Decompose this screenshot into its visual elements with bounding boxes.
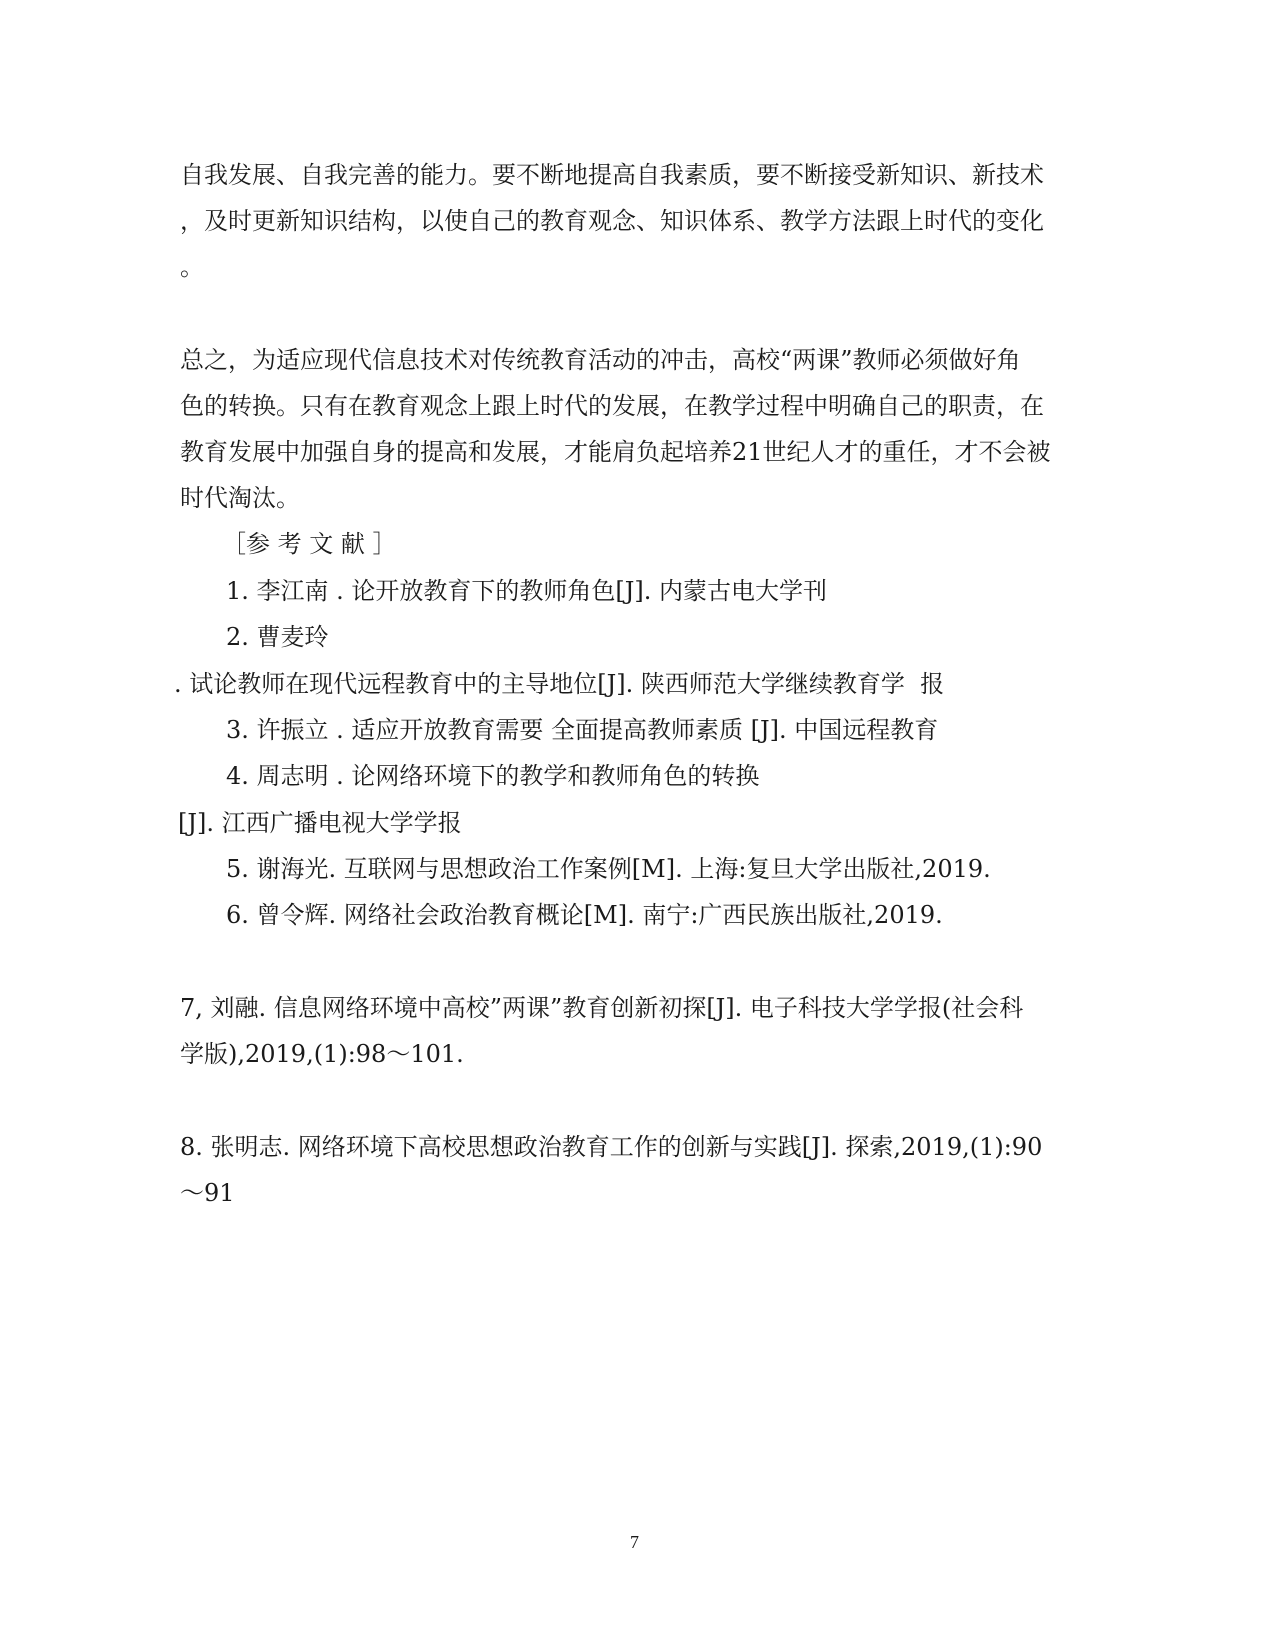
body-text-line: 教育发展中加强自身的提高和发展，才能肩负起培养21世纪人才的重任，才不会被 bbox=[180, 438, 1051, 466]
body-text-line: 色的转换。只有在教育观念上跟上时代的发展，在教学过程中明确自己的职责，在 bbox=[180, 392, 1044, 420]
reference-line: . 试论教师在现代远程教育中的主导地位[J]. 陕西师范大学继续教育学 报 bbox=[174, 670, 945, 698]
body-text-line: 自我发展、自我完善的能力。要不断地提高自我素质，要不断接受新知识、新技术 bbox=[180, 161, 1044, 189]
reference-line: 5. 谢海光. 互联网与思想政治工作案例[M]. 上海:复旦大学出版社,2019. bbox=[226, 855, 991, 883]
reference-line: 学版),2019,(1):98～101. bbox=[180, 1040, 464, 1068]
body-text-line: 。 bbox=[180, 253, 204, 281]
reference-line: ～91 bbox=[180, 1179, 235, 1207]
body-text-line: ，及时更新知识结构，以使自己的教育观念、知识体系、教学方法跟上时代的变化 bbox=[180, 207, 1044, 235]
reference-line: 4. 周志明 . 论网络环境下的教学和教师角色的转换 bbox=[226, 762, 760, 790]
reference-line: 2. 曹麦玲 bbox=[226, 623, 329, 651]
page-number: 7 bbox=[630, 1532, 639, 1552]
reference-line: 6. 曾令辉. 网络社会政治教育概论[M]. 南宁:广西民族出版社,2019. bbox=[226, 901, 943, 929]
reference-line: 7, 刘融. 信息网络环境中高校”两课”教育创新初探[J]. 电子科技大学学报(社会科 bbox=[180, 994, 1024, 1022]
reference-line: [J]. 江西广播电视大学学报 bbox=[178, 809, 462, 837]
body-text-line: 时代淘汰。 bbox=[180, 484, 300, 512]
reference-line: 3. 许振立 . 适应开放教育需要 全面提高教师素质 [J]. 中国远程教育 bbox=[226, 716, 939, 744]
references-heading: ［参 考 文 献 ］ bbox=[222, 530, 397, 558]
reference-line: 1. 李江南 . 论开放教育下的教师角色[J]. 内蒙古电大学刊 bbox=[226, 577, 828, 605]
body-text-line: 总之，为适应现代信息技术对传统教育活动的冲击，高校“两课”教师必须做好角 bbox=[180, 346, 1021, 374]
reference-line: 8. 张明志. 网络环境下高校思想政治教育工作的创新与实践[J]. 探索,2019,(1):90 bbox=[180, 1133, 1043, 1161]
